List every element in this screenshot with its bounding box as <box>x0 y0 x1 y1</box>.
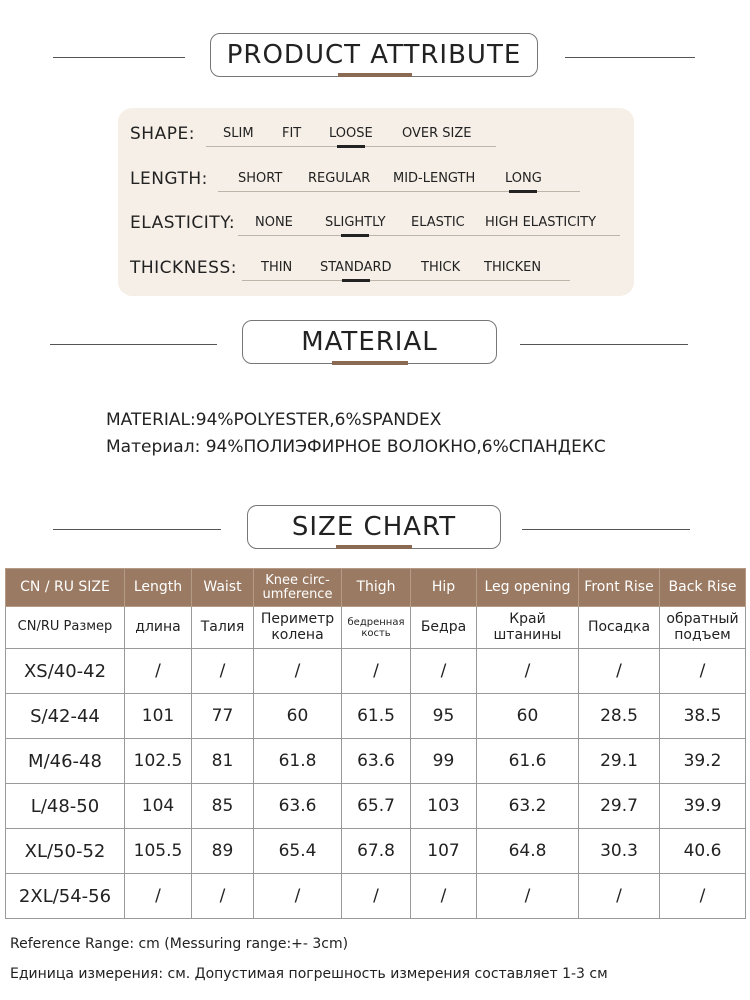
attr-underline <box>238 235 620 236</box>
size-table-body <box>6 649 746 919</box>
header-rule-left <box>53 529 221 530</box>
measurement-cell: 105.5 <box>125 829 192 874</box>
attr-option: OVER SIZE <box>402 126 472 141</box>
measurement-cell: 85 <box>192 784 254 829</box>
header-accent <box>332 361 408 365</box>
measurement-cell: / <box>125 874 192 919</box>
table-header-row-ru <box>6 607 746 649</box>
header-accent <box>338 73 412 77</box>
measurement-cell: 30.3 <box>579 829 660 874</box>
measurement-cell: 28.5 <box>579 694 660 739</box>
measurement-cell: 63.6 <box>254 784 342 829</box>
attr-option: ELASTIC <box>411 215 465 230</box>
size-cell: L/48-50 <box>6 784 125 829</box>
measurement-cell: / <box>477 649 579 694</box>
measurement-cell: 38.5 <box>660 694 746 739</box>
column-header: Back Rise <box>660 569 746 607</box>
measurement-cell: 65.4 <box>254 829 342 874</box>
attr-option: NONE <box>255 215 293 230</box>
material-text-en: MATERIAL:94%POLYESTER,6%SPANDEX <box>106 410 442 430</box>
table-header-row-en <box>6 569 746 607</box>
measurement-cell: 103 <box>411 784 477 829</box>
column-header-ru: Бедра <box>411 607 477 649</box>
measurement-cell: 29.7 <box>579 784 660 829</box>
table-row <box>6 694 746 739</box>
header-rule-left <box>53 57 185 58</box>
material-title: MATERIAL <box>242 320 497 364</box>
header-accent <box>336 545 412 549</box>
measurement-cell: / <box>411 649 477 694</box>
column-header: Front Rise <box>579 569 660 607</box>
measurement-cell: 60 <box>254 694 342 739</box>
measurement-cell: 61.8 <box>254 739 342 784</box>
measurement-cell: / <box>579 649 660 694</box>
measurement-cell: / <box>254 874 342 919</box>
size-cell: S/42-44 <box>6 694 125 739</box>
column-header-ru: Периметр колена <box>254 607 342 649</box>
attr-label-shape: SHAPE: <box>130 124 195 144</box>
measurement-cell: / <box>192 649 254 694</box>
attr-row-shape <box>118 120 634 150</box>
table-row <box>6 649 746 694</box>
measurement-cell: 40.6 <box>660 829 746 874</box>
attr-option: FIT <box>282 126 302 141</box>
column-header: Thigh <box>342 569 411 607</box>
size-cell: 2XL/54-56 <box>6 874 125 919</box>
attr-option: HIGH ELASTICITY <box>485 215 597 230</box>
attr-option-selected: SLIGHTLY <box>325 215 386 230</box>
measurement-cell: 64.8 <box>477 829 579 874</box>
column-header-ru: CN/RU Размер <box>6 607 125 649</box>
measurement-cell: / <box>254 649 342 694</box>
material-header <box>0 320 750 370</box>
measurement-cell: 101 <box>125 694 192 739</box>
measurement-cell: 63.2 <box>477 784 579 829</box>
column-header-ru: обратный подъем <box>660 607 746 649</box>
attribute-panel <box>118 108 634 296</box>
measurement-cell: 99 <box>411 739 477 784</box>
measurement-cell: 67.8 <box>342 829 411 874</box>
measurement-cell: 107 <box>411 829 477 874</box>
measurement-cell: / <box>579 874 660 919</box>
measurement-cell: / <box>411 874 477 919</box>
measurement-cell: 39.9 <box>660 784 746 829</box>
attr-label-thickness: THICKNESS: <box>130 258 237 278</box>
attr-option-selected: LONG <box>505 171 542 186</box>
measurement-cell: / <box>477 874 579 919</box>
attr-label-length: LENGTH: <box>130 169 208 189</box>
table-row <box>6 739 746 784</box>
header-rule-right <box>522 529 690 530</box>
measurement-cell: 29.1 <box>579 739 660 784</box>
measurement-cell: 61.5 <box>342 694 411 739</box>
measurement-cell: 95 <box>411 694 477 739</box>
column-header-ru: бедренная кость <box>342 607 411 649</box>
column-header: Hip <box>411 569 477 607</box>
measurement-cell: / <box>660 649 746 694</box>
column-header: Leg opening <box>477 569 579 607</box>
measurement-cell: / <box>342 649 411 694</box>
attr-row-elasticity <box>118 209 634 239</box>
measurement-cell: 39.2 <box>660 739 746 784</box>
measurement-cell: 104 <box>125 784 192 829</box>
attr-row-thickness <box>118 254 634 284</box>
measurement-cell: 60 <box>477 694 579 739</box>
table-row <box>6 829 746 874</box>
measurement-cell: / <box>342 874 411 919</box>
attr-underline <box>242 280 570 281</box>
measurement-cell: / <box>125 649 192 694</box>
size-chart-header <box>0 505 750 555</box>
size-cell: XL/50-52 <box>6 829 125 874</box>
column-header: CN / RU SIZE <box>6 569 125 607</box>
measurement-cell: 63.6 <box>342 739 411 784</box>
measurement-cell: / <box>192 874 254 919</box>
measurement-cell: / <box>660 874 746 919</box>
size-chart-title: SIZE CHART <box>247 505 501 549</box>
product-attribute-title: PRODUCT ATTRIBUTE <box>210 33 538 77</box>
reference-note-ru: Единица измерения: см. Допустимая погрешность измерения составляет 1-3 см <box>10 966 608 982</box>
attr-row-length <box>118 165 634 195</box>
attr-option: SHORT <box>238 171 283 186</box>
table-row <box>6 784 746 829</box>
measurement-cell: 65.7 <box>342 784 411 829</box>
column-header: Knee circ-umference <box>254 569 342 607</box>
reference-note-en: Reference Range: cm (Messuring range:+- 3cm) <box>10 936 349 952</box>
product-attribute-header <box>0 33 750 83</box>
material-text-ru: Материал: 94%ПОЛИЭФИРНОЕ ВОЛОКНО,6%СПАНДЕКС <box>106 437 606 457</box>
attr-option: THIN <box>261 260 293 275</box>
header-rule-left <box>50 344 217 345</box>
size-cell: XS/40-42 <box>6 649 125 694</box>
column-header-ru: Посадка <box>579 607 660 649</box>
column-header-ru: Талия <box>192 607 254 649</box>
attr-option: THICK <box>421 260 461 275</box>
header-rule-right <box>520 344 688 345</box>
measurement-cell: 102.5 <box>125 739 192 784</box>
attr-label-elasticity: ELASTICITY: <box>130 213 236 233</box>
header-rule-right <box>565 57 695 58</box>
attr-option: MID-LENGTH <box>393 171 476 186</box>
measurement-cell: 77 <box>192 694 254 739</box>
table-row <box>6 874 746 919</box>
column-header: Length <box>125 569 192 607</box>
attr-option: SLIM <box>223 126 254 141</box>
attr-option-selected: STANDARD <box>320 260 392 275</box>
size-cell: M/46-48 <box>6 739 125 784</box>
measurement-cell: 89 <box>192 829 254 874</box>
attr-option: THICKEN <box>484 260 542 275</box>
column-header: Waist <box>192 569 254 607</box>
column-header-ru: длина <box>125 607 192 649</box>
column-header-ru: Край штанины <box>477 607 579 649</box>
measurement-cell: 81 <box>192 739 254 784</box>
measurement-cell: 61.6 <box>477 739 579 784</box>
size-chart-table <box>5 568 746 919</box>
attr-option-selected: LOOSE <box>329 126 373 141</box>
attr-option: REGULAR <box>308 171 371 186</box>
